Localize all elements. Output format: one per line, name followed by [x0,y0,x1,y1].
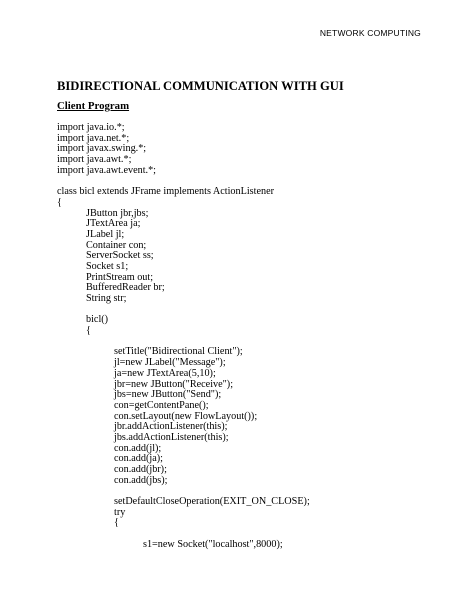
code-line: jl=new JLabel("Message"); [114,357,226,369]
code-line: con.add(jl); [114,442,162,454]
code-line: setTitle("Bidirectional Client"); [114,346,243,358]
code-listing [57,123,310,551]
code-line: import java.awt.*; [57,154,132,166]
code-line: BufferedReader br; [86,282,165,294]
code-line: con.add(jbr); [114,464,167,475]
code-line: import javax.swing.*; [57,143,147,155]
code-line: class bicl extends JFrame implements ActionListener [57,186,275,198]
code-line: jbr=new JButton("Receive"); [114,378,234,390]
code-line: ServerSocket ss; [86,250,154,262]
code-line: { [114,517,119,529]
code-line: { [57,196,62,208]
running-header: NETWORK COMPUTING [319,28,421,38]
code-line: import java.net.*; [57,132,130,144]
code-line: import java.awt.event.*; [57,164,157,176]
code-line: jbs.addActionListener(this); [114,431,229,443]
code-line: PrintStream out; [86,271,154,283]
code-line: setDefaultCloseOperation(EXIT_ON_CLOSE); [114,496,310,508]
code-line: jbr.addActionListener(this); [114,421,228,433]
section-heading: Client Program [57,100,130,112]
code-line: JLabel jl; [86,228,125,240]
code-line: jbs=new JButton("Send"); [114,389,222,401]
code-line: con=getContentPane(); [114,399,209,411]
code-line: Container con; [86,239,147,251]
code-line: String str; [86,293,127,304]
code-line: JTextArea ja; [86,218,141,230]
code-line: JButton jbr,jbs; [86,207,149,219]
code-line: con.add(ja); [114,453,163,465]
code-line: s1=new Socket("localhost",8000); [143,538,283,550]
code-line: try [114,506,126,518]
code-line: Socket s1; [86,260,129,272]
document-title: BIDIRECTIONAL COMMUNICATION WITH GUI [57,79,344,93]
code-line: con.add(jbs); [114,474,168,486]
code-line: ja=new JTextArea(5,10); [114,367,216,379]
code-line: import java.io.*; [57,122,125,133]
code-line: { [86,325,91,337]
code-line: bicl() [86,314,109,326]
code-line: con.setLayout(new FlowLayout()); [114,410,258,422]
